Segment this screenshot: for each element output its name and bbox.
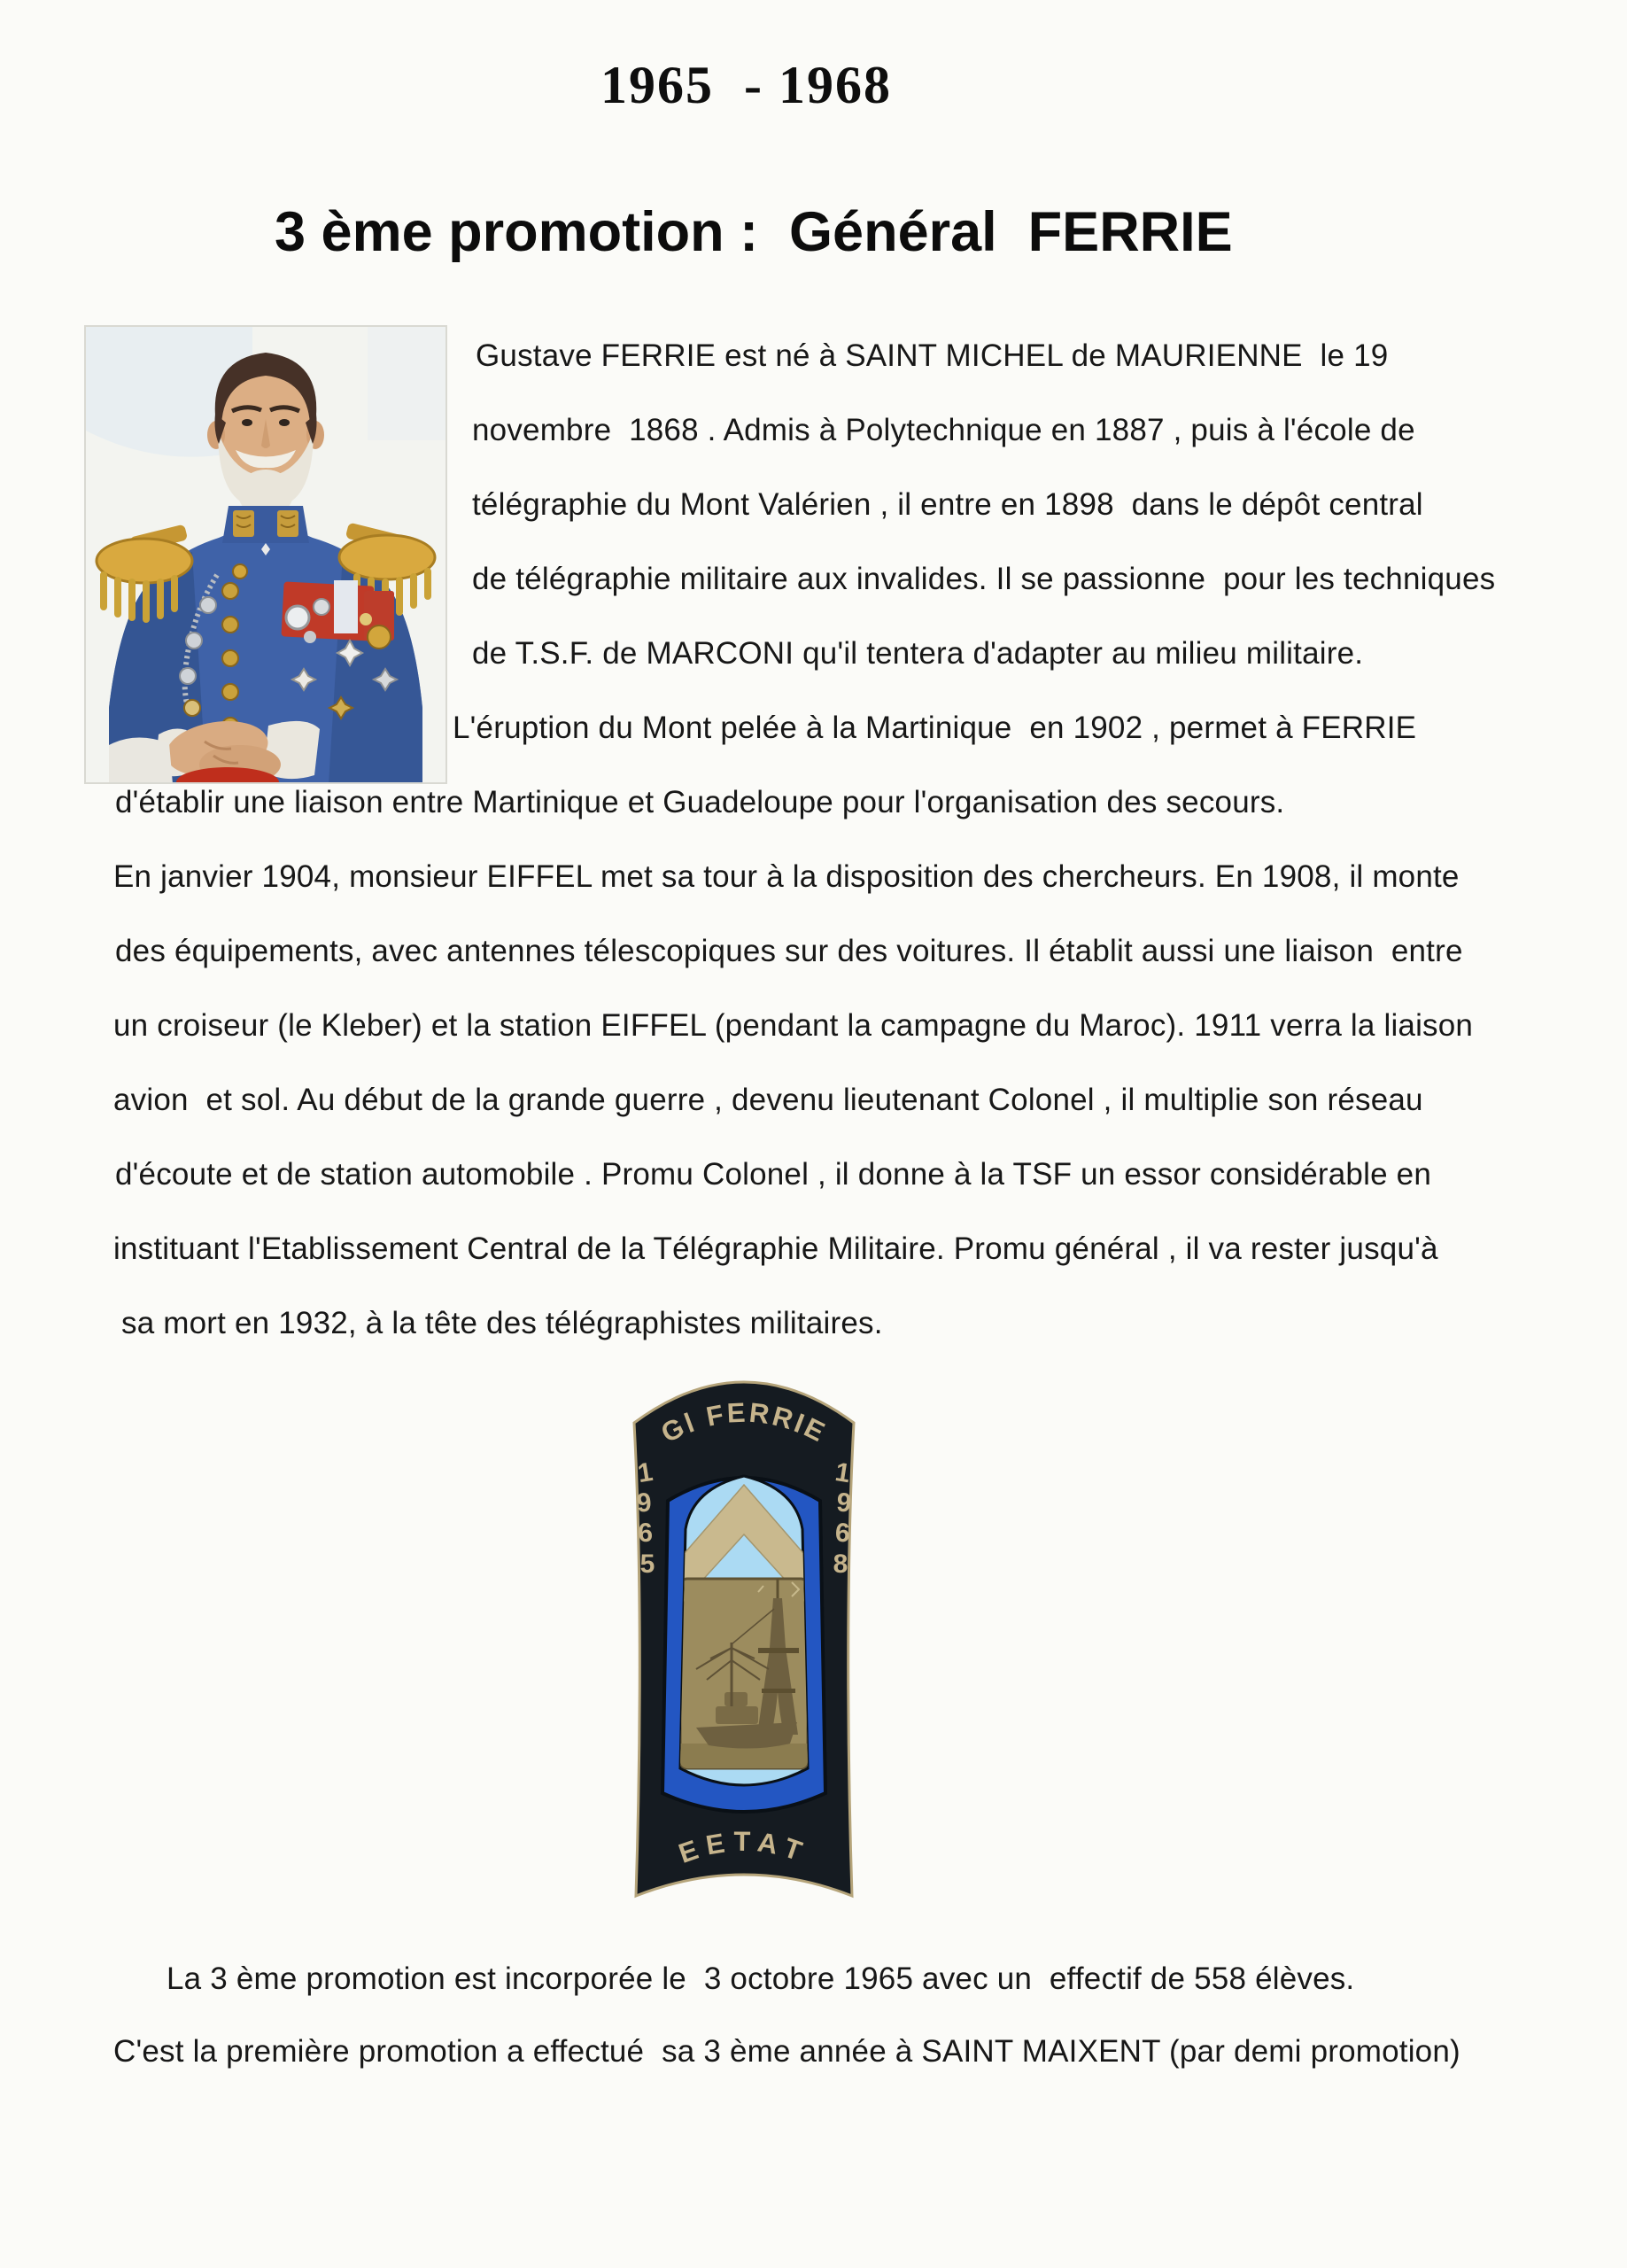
bio-line: avion et sol. Au début de la grande guerre , devenu lieutenant Colonel , il multiplie son réseau [113,1083,1423,1117]
badge-bottom-school: EETAT [674,1825,814,1869]
bio-line: de T.S.F. de MARCONI qu'il tentera d'adapter au milieu militaire. [472,636,1364,671]
eye-left [242,419,252,426]
svg-text:5: 5 [639,1550,655,1579]
bio-line: L'éruption du Mont pelée à la Martinique en 1902 , permet à FERRIE [453,711,1417,745]
lap-white [109,737,173,784]
bio-line: sa mort en 1932, à la tête des télégraphistes militaires. [121,1306,883,1340]
bio-line: En janvier 1904, monsieur EIFFEL met sa tour à la disposition des chercheurs. En 1908, il monte [113,859,1460,894]
bio-line: d'écoute et de station automobile . Promu Colonel , il donne à la TSF un essor considérable en [115,1157,1431,1192]
bio-line: d'établir une liaison entre Martinique et Guadeloupe pour l'organisation des secours. [115,785,1285,819]
page-title-years: 1965 - 1968 [600,56,892,114]
collar-braid-left [233,510,254,537]
bio-line: un croiseur (le Kleber) et la station EIFFEL (pendant la campagne du Maroc). 1911 verra la liaison [113,1008,1474,1043]
bio-line: des équipements, avec antennes télescopiques sur des voitures. Il établit aussi une liaison entre [115,934,1463,968]
eye-right [279,419,290,426]
svg-text:1: 1 [635,1457,655,1489]
badge-top-name: Gl FERRIE [655,1396,833,1449]
svg-text:8: 8 [833,1550,848,1579]
svg-text:9: 9 [635,1487,653,1518]
page-heading-promotion: 3 ème promotion : Général FERRIE [275,201,1233,263]
bio-line: de télégraphie militaire aux invalides. Il se passionne pour les techniques [472,562,1496,596]
svg-text:9: 9 [835,1487,853,1518]
bio-line: instituant l'Etablissement Central de la Télégraphie Militaire. Promu général , il va rester jusqu'à [113,1231,1438,1266]
svg-text:6: 6 [834,1518,851,1549]
collar-braid-right [277,510,298,537]
bio-line: novembre 1868 . Admis à Polytechnique en 1887 , puis à l'école de [472,413,1415,447]
bio-line: Gustave FERRIE est né à SAINT MICHEL de MAURIENNE le 19 [476,338,1389,373]
promotion-badge-insignia [622,1377,866,1905]
footer-line: La 3 ème promotion est incorporée le 3 octobre 1965 avec un effectif de 558 élèves. [167,1961,1355,1996]
portrait-general-ferrie-photo [84,325,447,784]
bio-line: télégraphie du Mont Valérien , il entre en 1898 dans le dépôt central [472,487,1423,522]
svg-text:1: 1 [833,1457,853,1489]
footer-line: C'est la première promotion a effectué sa 3 ème année à SAINT MAIXENT (par demi promotion) [113,2034,1460,2069]
photo-tint-right [368,325,447,440]
svg-text:6: 6 [637,1518,654,1549]
